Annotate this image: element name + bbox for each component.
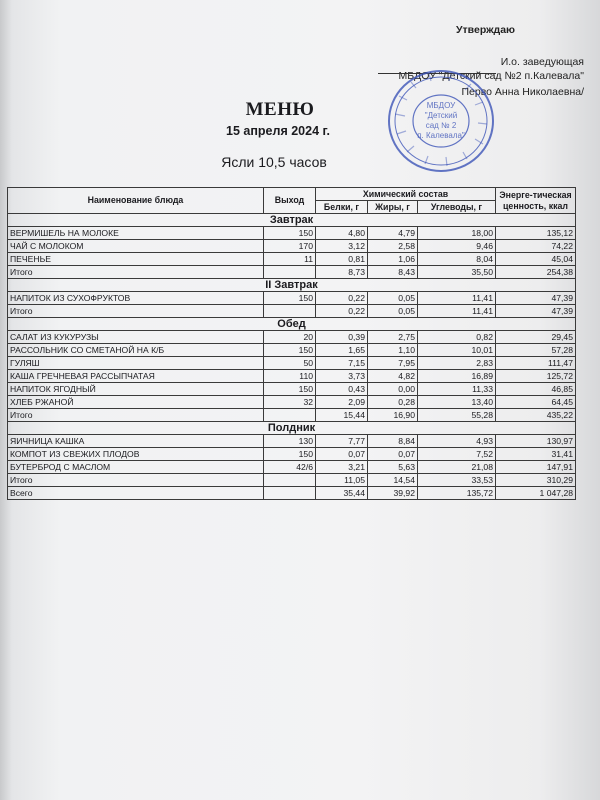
col-header-energy: Энерге-тическая ценность, ккал (496, 188, 576, 214)
stamp-line-1: МБДОУ (426, 101, 456, 110)
cell-e: 74,22 (496, 240, 576, 253)
cell-e: 130,97 (496, 435, 576, 448)
cell-c: 135,72 (418, 487, 496, 500)
cell-f: 7,95 (368, 357, 418, 370)
cell-e: 64,45 (496, 396, 576, 409)
cell-c: 18,00 (418, 227, 496, 240)
cell-f: 39,92 (368, 487, 418, 500)
cell-yield: 110 (264, 370, 316, 383)
cell-p: 0,07 (316, 448, 368, 461)
cell-yield: 150 (264, 344, 316, 357)
cell-f: 14,54 (368, 474, 418, 487)
cell-name: КОМПОТ ИЗ СВЕЖИХ ПЛОДОВ (8, 448, 264, 461)
section-title: II Завтрак (8, 279, 576, 292)
cell-name: ХЛЕБ РЖАНОЙ (8, 396, 264, 409)
cell-name: ПЕЧЕНЬЕ (8, 253, 264, 266)
approval-position: И.о. заведующая (500, 56, 584, 68)
section-title: Завтрак (8, 214, 576, 227)
cell-yield: 11 (264, 253, 316, 266)
cell-e: 310,29 (496, 474, 576, 487)
section-title: Обед (8, 318, 576, 331)
cell-yield: 170 (264, 240, 316, 253)
section-title: Полдник (8, 422, 576, 435)
col-header-yield: Выход (264, 188, 316, 214)
section-total-row (8, 266, 576, 279)
cell-yield: 20 (264, 331, 316, 344)
stamp-line-4: п. Калевала" (417, 131, 465, 140)
cell-p: 1,65 (316, 344, 368, 357)
cell-yield: 50 (264, 357, 316, 370)
cell-f: 0,28 (368, 396, 418, 409)
cell-c: 4,93 (418, 435, 496, 448)
cell-yield: 42/6 (264, 461, 316, 474)
cell-p: 8,73 (316, 266, 368, 279)
section-header (8, 422, 576, 435)
cell-e: 135,12 (496, 227, 576, 240)
cell-name: САЛАТ ИЗ КУКУРУЗЫ (8, 331, 264, 344)
cell-f: 2,58 (368, 240, 418, 253)
cell-c: 9,46 (418, 240, 496, 253)
cell-c: 55,28 (418, 409, 496, 422)
cell-f: 1,06 (368, 253, 418, 266)
cell-e: 1 047,28 (496, 487, 576, 500)
cell-p: 15,44 (316, 409, 368, 422)
cell-name: ЯИЧНИЦА КАШКА (8, 435, 264, 448)
table-row (8, 331, 576, 344)
col-header-chem: Химический состав (316, 188, 496, 201)
col-header-carb: Углеводы, г (418, 201, 496, 214)
cell-f: 0,07 (368, 448, 418, 461)
cell-f: 4,79 (368, 227, 418, 240)
approval-person: Перво Анна Николаевна/ (461, 86, 584, 98)
cell-c: 0,82 (418, 331, 496, 344)
cell-f: 4,82 (368, 370, 418, 383)
table-row (8, 370, 576, 383)
cell-f: 0,05 (368, 305, 418, 318)
cell-f: 2,75 (368, 331, 418, 344)
menu-date: 15 апреля 2024 г. (226, 124, 330, 138)
cell-e: 147,91 (496, 461, 576, 474)
col-header-fat: Жиры, г (368, 201, 418, 214)
cell-e: 47,39 (496, 305, 576, 318)
cell-p: 4,80 (316, 227, 368, 240)
cell-f: 8,43 (368, 266, 418, 279)
cell-c: 11,41 (418, 305, 496, 318)
cell-p: 3,73 (316, 370, 368, 383)
table-row (8, 357, 576, 370)
menu-table (7, 187, 576, 500)
table-row (8, 344, 576, 357)
cell-name: Итого (8, 305, 264, 318)
cell-c: 13,40 (418, 396, 496, 409)
cell-f: 0,05 (368, 292, 418, 305)
cell-yield: 130 (264, 435, 316, 448)
cell-name: НАПИТОК ЯГОДНЫЙ (8, 383, 264, 396)
cell-name: ЧАЙ С МОЛОКОМ (8, 240, 264, 253)
cell-e: 47,39 (496, 292, 576, 305)
approval-org: МБДОУ "Детский сад №2 п.Калевала" (398, 70, 584, 82)
cell-name: БУТЕРБРОД С МАСЛОМ (8, 461, 264, 474)
cell-yield: 150 (264, 448, 316, 461)
section-header (8, 279, 576, 292)
cell-p: 0,43 (316, 383, 368, 396)
cell-p: 2,09 (316, 396, 368, 409)
cell-p: 0,22 (316, 292, 368, 305)
cell-name: ГУЛЯШ (8, 357, 264, 370)
cell-p: 3,12 (316, 240, 368, 253)
table-row (8, 292, 576, 305)
section-header (8, 318, 576, 331)
cell-name: НАПИТОК ИЗ СУХОФРУКТОВ (8, 292, 264, 305)
cell-name: Всего (8, 487, 264, 500)
table-row (8, 240, 576, 253)
section-total-row (8, 409, 576, 422)
table-row (8, 461, 576, 474)
section-header (8, 214, 576, 227)
approval-heading: Утверждаю (456, 24, 516, 36)
cell-p: 11,05 (316, 474, 368, 487)
table-row (8, 383, 576, 396)
cell-p: 0,39 (316, 331, 368, 344)
cell-c: 21,08 (418, 461, 496, 474)
cell-c: 11,41 (418, 292, 496, 305)
cell-p: 3,21 (316, 461, 368, 474)
cell-name: Итого (8, 266, 264, 279)
cell-f: 8,84 (368, 435, 418, 448)
cell-yield (264, 487, 316, 500)
table-row (8, 253, 576, 266)
cell-yield: 150 (264, 227, 316, 240)
cell-c: 2,83 (418, 357, 496, 370)
col-header-name: Наименование блюда (8, 188, 264, 214)
table-row (8, 435, 576, 448)
cell-name: Итого (8, 409, 264, 422)
cell-c: 16,89 (418, 370, 496, 383)
cell-f: 0,00 (368, 383, 418, 396)
cell-c: 10,01 (418, 344, 496, 357)
cell-yield: 150 (264, 383, 316, 396)
cell-c: 8,04 (418, 253, 496, 266)
menu-body (8, 214, 576, 500)
cell-e: 111,47 (496, 357, 576, 370)
table-row (8, 448, 576, 461)
table-row (8, 396, 576, 409)
col-header-protein: Белки, г (316, 201, 368, 214)
cell-p: 35,44 (316, 487, 368, 500)
cell-c: 35,50 (418, 266, 496, 279)
cell-c: 7,52 (418, 448, 496, 461)
cell-yield (264, 266, 316, 279)
cell-yield: 32 (264, 396, 316, 409)
section-total-row (8, 305, 576, 318)
cell-yield: 150 (264, 292, 316, 305)
cell-p: 7,15 (316, 357, 368, 370)
cell-yield (264, 305, 316, 318)
cell-e: 31,41 (496, 448, 576, 461)
cell-f: 5,63 (368, 461, 418, 474)
cell-p: 0,81 (316, 253, 368, 266)
cell-e: 57,28 (496, 344, 576, 357)
cell-name: РАССОЛЬНИК СО СМЕТАНОЙ НА К/Б (8, 344, 264, 357)
cell-c: 11,33 (418, 383, 496, 396)
cell-e: 46,85 (496, 383, 576, 396)
stamp-line-3: сад № 2 (425, 121, 457, 130)
grand-total-row (8, 487, 576, 500)
table-row (8, 227, 576, 240)
group-name: Ясли 10,5 часов (221, 154, 327, 170)
cell-yield (264, 409, 316, 422)
cell-f: 1,10 (368, 344, 418, 357)
cell-e: 29,45 (496, 331, 576, 344)
cell-name: КАША ГРЕЧНЕВАЯ РАССЫПЧАТАЯ (8, 370, 264, 383)
cell-p: 0,22 (316, 305, 368, 318)
cell-p: 7,77 (316, 435, 368, 448)
cell-e: 254,38 (496, 266, 576, 279)
cell-e: 45,04 (496, 253, 576, 266)
cell-f: 16,90 (368, 409, 418, 422)
cell-e: 125,72 (496, 370, 576, 383)
cell-c: 33,53 (418, 474, 496, 487)
section-total-row (8, 474, 576, 487)
stamp-line-2: "Детский (424, 111, 458, 120)
cell-name: Итого (8, 474, 264, 487)
page-title: МЕНЮ (245, 99, 315, 120)
cell-e: 435,22 (496, 409, 576, 422)
cell-yield (264, 474, 316, 487)
cell-name: ВЕРМИШЕЛЬ НА МОЛОКЕ (8, 227, 264, 240)
